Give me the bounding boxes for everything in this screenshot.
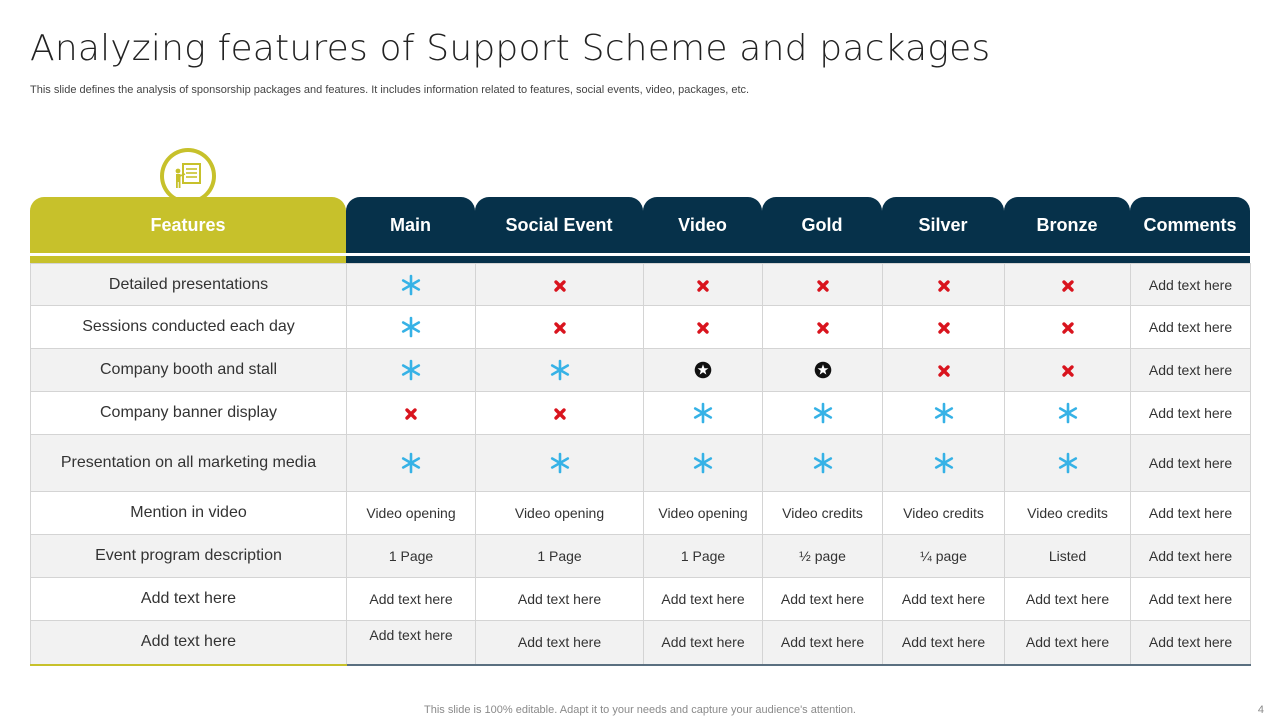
header-comments: Comments — [1130, 197, 1250, 253]
star-icon — [763, 349, 883, 392]
value-cell: Add text here — [763, 578, 883, 621]
feature-cell: Presentation on all marketing media — [31, 435, 347, 492]
table-row — [31, 435, 1251, 492]
feature-cell: Company booth and stall — [31, 349, 347, 392]
value-cell: Add text here — [883, 578, 1005, 621]
table-row — [31, 306, 1251, 349]
table-row — [31, 535, 1251, 578]
header-bronze: Bronze — [1004, 197, 1130, 253]
asterisk-icon — [1005, 392, 1131, 435]
cross-icon — [476, 264, 644, 306]
header-underline-packages — [346, 256, 1250, 263]
comment-cell: Add text here — [1131, 492, 1251, 535]
value-cell: Add text here — [1005, 578, 1131, 621]
value-cell: Add text here — [347, 621, 476, 665]
cross-icon — [644, 264, 763, 306]
asterisk-icon — [1005, 435, 1131, 492]
table-row — [31, 578, 1251, 621]
asterisk-icon — [476, 435, 644, 492]
value-cell: Add text here — [476, 578, 644, 621]
header-gold: Gold — [762, 197, 882, 253]
feature-cell: Company banner display — [31, 392, 347, 435]
value-cell: Video opening — [644, 492, 763, 535]
cross-icon — [883, 264, 1005, 306]
asterisk-icon — [347, 435, 476, 492]
value-cell: 1 Page — [644, 535, 763, 578]
value-cell: 1 Page — [476, 535, 644, 578]
asterisk-icon — [347, 349, 476, 392]
header-underline-features — [30, 256, 346, 263]
value-cell: Video opening — [347, 492, 476, 535]
header-social-event: Social Event — [475, 197, 643, 253]
table-row — [31, 392, 1251, 435]
comment-cell: Add text here — [1131, 349, 1251, 392]
cross-icon — [476, 392, 644, 435]
value-cell: Video opening — [476, 492, 644, 535]
value-cell: Add text here — [883, 621, 1005, 665]
slide-subtitle: This slide defines the analysis of sponsorship packages and features. It includes information related to features, social events, video, packages, etc. — [30, 84, 750, 96]
value-cell: Add text here — [763, 621, 883, 665]
page-number: 4 — [1257, 704, 1264, 716]
comment-cell: Add text here — [1131, 621, 1251, 665]
asterisk-icon — [883, 435, 1005, 492]
cross-icon — [347, 392, 476, 435]
cross-icon — [883, 306, 1005, 349]
cross-icon — [763, 306, 883, 349]
value-cell: ½ page — [763, 535, 883, 578]
header-silver: Silver — [882, 197, 1004, 253]
table-row — [31, 492, 1251, 535]
cross-icon — [883, 349, 1005, 392]
feature-cell: Mention in video — [31, 492, 347, 535]
star-icon — [644, 349, 763, 392]
feature-cell: Add text here — [31, 578, 347, 621]
value-cell: Add text here — [476, 621, 644, 665]
table-row — [31, 621, 1251, 665]
feature-cell: Add text here — [31, 621, 347, 665]
comment-cell: Add text here — [1131, 535, 1251, 578]
asterisk-icon — [763, 435, 883, 492]
comment-cell: Add text here — [1131, 306, 1251, 349]
comment-cell: Add text here — [1131, 392, 1251, 435]
asterisk-icon — [763, 392, 883, 435]
presentation-icon-badge — [160, 148, 216, 204]
header-video: Video — [643, 197, 762, 253]
comparison-table — [30, 263, 1251, 666]
comment-cell: Add text here — [1131, 435, 1251, 492]
asterisk-icon — [347, 264, 476, 306]
value-cell: ¼ page — [883, 535, 1005, 578]
feature-cell: Detailed presentations — [31, 264, 347, 306]
value-cell: Listed — [1005, 535, 1131, 578]
value-cell: Add text here — [644, 621, 763, 665]
asterisk-icon — [347, 306, 476, 349]
value-cell: Video credits — [1005, 492, 1131, 535]
asterisk-icon — [644, 392, 763, 435]
value-cell: Video credits — [883, 492, 1005, 535]
value-cell: 1 Page — [347, 535, 476, 578]
table-row — [31, 349, 1251, 392]
cross-icon — [1005, 264, 1131, 306]
footer-note: This slide is 100% editable. Adapt it to your needs and capture your audience's attention. — [424, 704, 856, 716]
header-features: Features — [30, 197, 346, 253]
value-cell: Add text here — [347, 578, 476, 621]
feature-cell: Sessions conducted each day — [31, 306, 347, 349]
value-cell: Add text here — [1005, 621, 1131, 665]
header-main: Main — [346, 197, 475, 253]
asterisk-icon — [644, 435, 763, 492]
comment-cell: Add text here — [1131, 578, 1251, 621]
value-cell: Video credits — [763, 492, 883, 535]
cross-icon — [1005, 306, 1131, 349]
feature-cell: Event program description — [31, 535, 347, 578]
presentation-icon — [173, 161, 203, 191]
cross-icon — [644, 306, 763, 349]
value-cell: Add text here — [644, 578, 763, 621]
asterisk-icon — [476, 349, 644, 392]
cross-icon — [763, 264, 883, 306]
cross-icon — [1005, 349, 1131, 392]
slide-title: Analyzing features of Support Scheme and packages — [30, 28, 991, 69]
asterisk-icon — [883, 392, 1005, 435]
cross-icon — [476, 306, 644, 349]
comment-cell: Add text here — [1131, 264, 1251, 306]
table-row — [31, 264, 1251, 306]
